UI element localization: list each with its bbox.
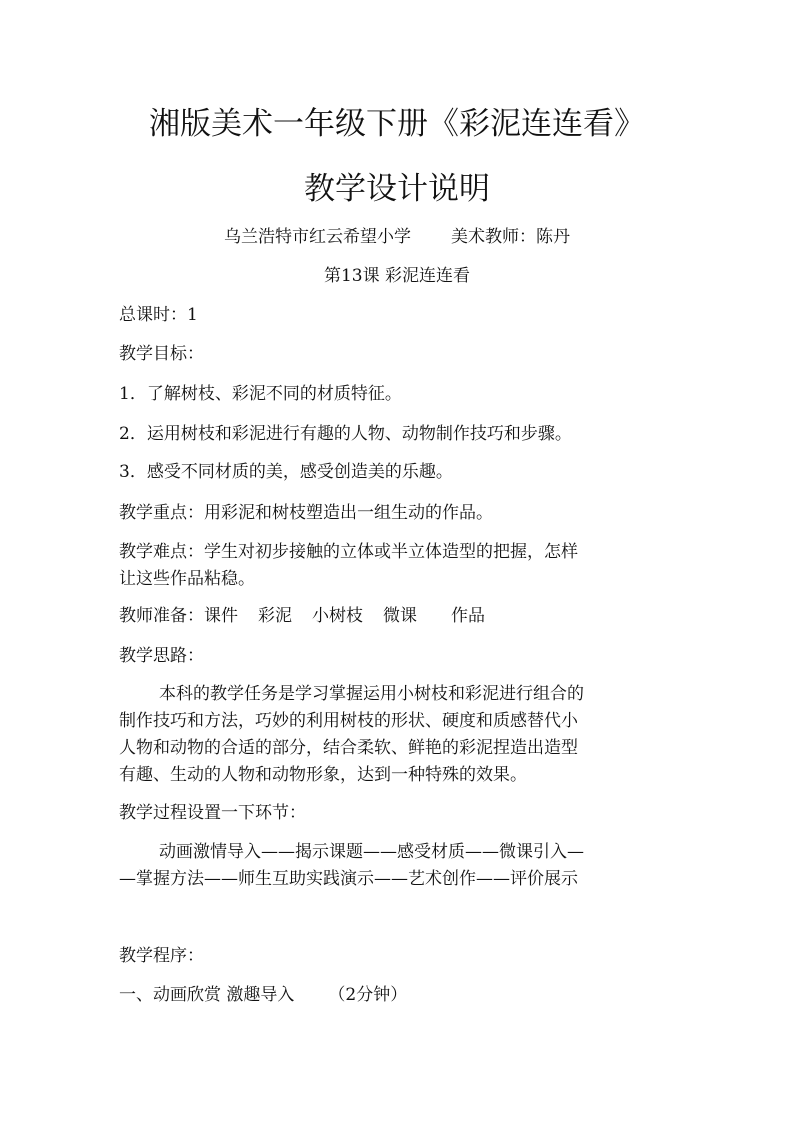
- idea-paragraph-line: 本科的教学任务是学习掌握运用小树枝和彩泥进行组合的: [159, 684, 584, 704]
- difficulty-line: 让这些作品粘稳。: [119, 569, 255, 589]
- prep-item: 作品: [451, 606, 485, 626]
- document-subtitle: 教学设计说明: [304, 171, 490, 207]
- process-heading: 教学过程设置一下环节：: [119, 803, 306, 823]
- idea-heading: 教学思路：: [119, 646, 204, 666]
- goal-item: 2．运用树枝和彩泥进行有趣的人物、动物制作技巧和步骤。: [119, 424, 572, 444]
- step-label: 一、动画欣赏 激趣导入: [119, 985, 295, 1005]
- goals-heading: 教学目标：: [119, 344, 204, 364]
- total-hours: 总课时：1: [119, 305, 198, 325]
- document-title: 湘版美术一年级下册《彩泥连连看》: [149, 106, 645, 142]
- step-item: [119, 987, 679, 1004]
- prep-item: 课件: [204, 606, 238, 626]
- prep-item: 彩泥: [258, 606, 292, 626]
- prep-item: 小树枝: [312, 606, 363, 626]
- teacher-name: 美术教师：陈丹: [451, 227, 570, 247]
- steps-heading: 教学程序：: [119, 946, 204, 966]
- goal-item: 1．了解树枝、彩泥不同的材质特征。: [119, 384, 402, 404]
- prep-label: 教师准备：: [119, 606, 204, 626]
- idea-paragraph-line: 有趣、生动的人物和动物形象，达到一种特殊的效果。: [119, 765, 527, 785]
- lesson-title: 第13课 彩泥连连看: [323, 266, 471, 286]
- idea-paragraph-line: 制作技巧和方法，巧妙的利用树枝的形状、硬度和质感替代小: [119, 711, 578, 731]
- difficulty-line: 教学难点：学生对初步接触的立体或半立体造型的把握，怎样: [119, 542, 578, 562]
- school-name: 乌兰浩特市红云希望小学: [224, 227, 411, 247]
- key-point: 教学重点：用彩泥和树枝塑造出一组生动的作品。: [119, 503, 493, 523]
- step-time: （2分钟）: [328, 985, 408, 1005]
- process-flow-line: —掌握方法——师生互助实践演示——艺术创作——评价展示: [119, 869, 578, 889]
- author-line: [0, 229, 794, 246]
- teacher-prep: [119, 608, 679, 625]
- goal-item: 3．感受不同材质的美，感受创造美的乐趣。: [119, 462, 453, 482]
- idea-paragraph-line: 人物和动物的合适的部分，结合柔软、鲜艳的彩泥捏造出造型: [119, 738, 578, 758]
- prep-item: 微课: [383, 606, 417, 626]
- process-flow-line: 动画激情导入——揭示课题——感受材质——微课引入—: [159, 842, 584, 862]
